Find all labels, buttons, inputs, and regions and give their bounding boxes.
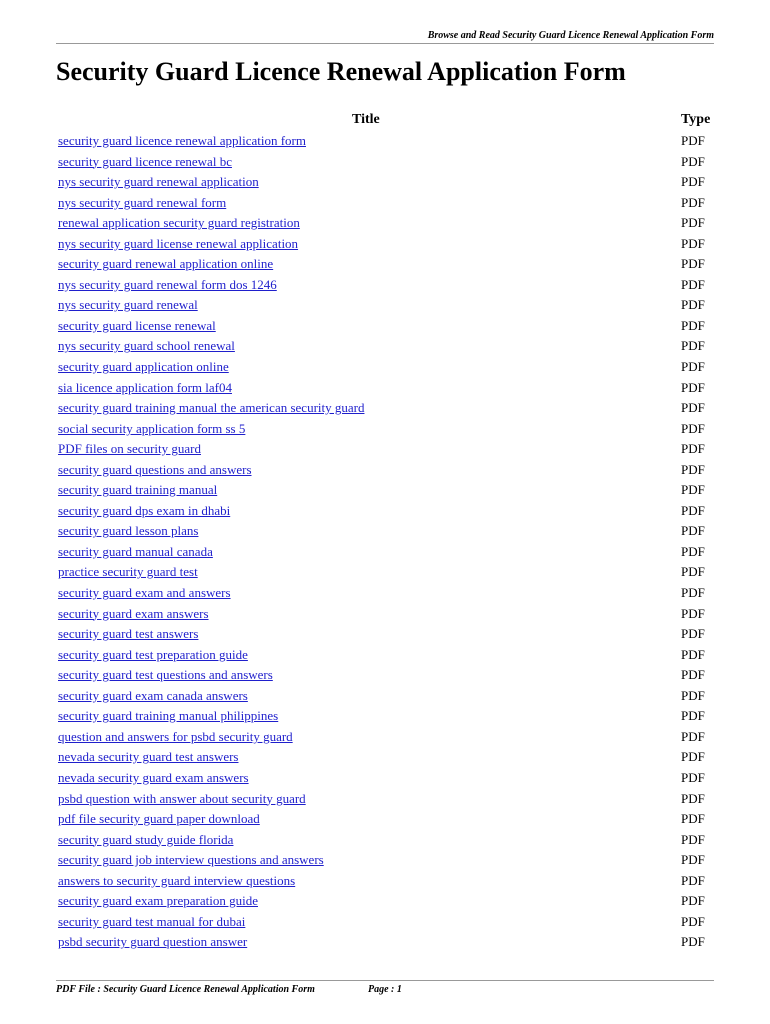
document-link[interactable]: nys security guard license renewal application bbox=[58, 235, 299, 251]
document-link[interactable]: nys security guard renewal bbox=[58, 297, 198, 313]
footer-file-label: PDF File : Security Guard Licence Renewal Application Form bbox=[56, 984, 315, 995]
document-link[interactable]: psbd security guard question answer bbox=[58, 934, 248, 950]
document-type: PDF bbox=[681, 913, 705, 929]
document-link[interactable]: security guard exam answers bbox=[58, 605, 209, 621]
document-type: PDF bbox=[681, 831, 705, 847]
document-link[interactable]: security guard licence renewal bc bbox=[58, 153, 232, 169]
list-item bbox=[58, 747, 714, 768]
list-item bbox=[58, 521, 714, 542]
document-type: PDF bbox=[681, 728, 705, 744]
document-type: PDF bbox=[681, 502, 705, 518]
document-link[interactable]: nys security guard renewal form bbox=[58, 194, 227, 210]
document-type: PDF bbox=[681, 769, 705, 785]
document-type: PDF bbox=[681, 133, 705, 148]
list-item bbox=[58, 480, 714, 501]
document-type: PDF bbox=[681, 605, 705, 621]
column-header-type: Type bbox=[681, 112, 711, 127]
document-link[interactable]: psbd question with answer about security guard bbox=[58, 790, 306, 806]
document-type: PDF bbox=[681, 420, 705, 436]
list-item bbox=[58, 912, 714, 933]
document-link[interactable]: nevada security guard test answers bbox=[58, 749, 239, 765]
list-item bbox=[58, 398, 714, 419]
document-type: PDF bbox=[681, 194, 705, 210]
document-link[interactable]: PDF files on security guard bbox=[58, 441, 201, 457]
document-type: PDF bbox=[681, 585, 705, 601]
document-link[interactable]: nys security guard renewal application bbox=[58, 174, 259, 190]
list-item bbox=[58, 542, 714, 563]
document-type: PDF bbox=[681, 790, 705, 806]
document-link[interactable]: security guard test questions and answers bbox=[58, 667, 273, 683]
document-link[interactable]: answers to security guard interview questions bbox=[58, 872, 296, 888]
list-item bbox=[58, 830, 714, 851]
document-link[interactable]: security guard questions and answers bbox=[58, 461, 252, 477]
column-header-title: Title bbox=[352, 112, 380, 127]
document-link[interactable]: practice security guard test bbox=[58, 564, 198, 580]
list-item bbox=[58, 193, 714, 214]
document-type: PDF bbox=[681, 338, 705, 354]
list-item bbox=[58, 316, 714, 337]
document-link[interactable]: security guard test preparation guide bbox=[58, 646, 248, 662]
document-link[interactable]: security guard application online bbox=[58, 359, 229, 375]
list-item bbox=[58, 357, 714, 378]
document-link[interactable]: sia licence application form laf04 bbox=[58, 379, 232, 395]
document-link[interactable]: security guard test manual for dubai bbox=[58, 913, 246, 929]
document-link[interactable]: pdf file security guard paper download bbox=[58, 811, 260, 827]
document-link[interactable]: security guard training manual philippines bbox=[58, 708, 279, 724]
document-type: PDF bbox=[681, 441, 705, 457]
list-item bbox=[58, 213, 714, 234]
document-type: PDF bbox=[681, 379, 705, 395]
list-item bbox=[58, 686, 714, 707]
list-item bbox=[58, 234, 714, 255]
list-item bbox=[58, 172, 714, 193]
document-type: PDF bbox=[681, 543, 705, 559]
document-link[interactable]: security guard renewal application online bbox=[58, 256, 274, 272]
document-type: PDF bbox=[681, 852, 705, 868]
list-item bbox=[58, 645, 714, 666]
list-item bbox=[58, 152, 714, 173]
document-link[interactable]: security guard exam canada answers bbox=[58, 687, 248, 703]
document-link[interactable]: security guard dps exam in dhabi bbox=[58, 502, 231, 518]
document-list bbox=[58, 131, 714, 953]
document-type: PDF bbox=[681, 461, 705, 477]
list-item bbox=[58, 336, 714, 357]
list-item bbox=[58, 871, 714, 892]
list-item bbox=[58, 419, 714, 440]
document-type: PDF bbox=[681, 482, 705, 498]
document-type: PDF bbox=[681, 934, 705, 950]
document-type: PDF bbox=[681, 667, 705, 683]
document-type: PDF bbox=[681, 646, 705, 662]
document-link[interactable]: social security application form ss 5 bbox=[58, 420, 246, 436]
list-item bbox=[58, 562, 714, 583]
document-type: PDF bbox=[681, 400, 705, 416]
list-item bbox=[58, 604, 714, 625]
document-type: PDF bbox=[681, 893, 705, 909]
document-type: PDF bbox=[681, 297, 705, 313]
footer-divider bbox=[56, 980, 714, 981]
document-type: PDF bbox=[681, 564, 705, 580]
footer-page-number: Page : 1 bbox=[368, 984, 402, 995]
document-link[interactable]: security guard exam preparation guide bbox=[58, 893, 258, 909]
document-type: PDF bbox=[681, 235, 705, 251]
document-type: PDF bbox=[681, 174, 705, 190]
list-item bbox=[58, 768, 714, 789]
document-type: PDF bbox=[681, 153, 705, 169]
list-item bbox=[58, 624, 714, 645]
document-type: PDF bbox=[681, 626, 705, 642]
list-item bbox=[58, 932, 714, 953]
document-type: PDF bbox=[681, 811, 705, 827]
list-item bbox=[58, 501, 714, 522]
document-type: PDF bbox=[681, 359, 705, 375]
document-link[interactable]: renewal application security guard registration bbox=[58, 215, 300, 231]
page-title: Security Guard Licence Renewal Application Form bbox=[56, 57, 626, 86]
document-link[interactable]: security guard training manual the american security guard bbox=[58, 400, 365, 416]
list-item bbox=[58, 809, 714, 830]
header-divider bbox=[56, 43, 714, 44]
document-link[interactable]: security guard exam and answers bbox=[58, 585, 231, 601]
document-type: PDF bbox=[681, 749, 705, 765]
document-type: PDF bbox=[681, 276, 705, 292]
list-item bbox=[58, 439, 714, 460]
list-item bbox=[58, 254, 714, 275]
document-type: PDF bbox=[681, 215, 705, 231]
list-item bbox=[58, 706, 714, 727]
list-item bbox=[58, 891, 714, 912]
list-item bbox=[58, 727, 714, 748]
document-type: PDF bbox=[681, 708, 705, 724]
list-item bbox=[58, 295, 714, 316]
list-item bbox=[58, 378, 714, 399]
document-link[interactable]: security guard licence renewal application form bbox=[58, 133, 306, 148]
document-type: PDF bbox=[681, 687, 705, 703]
document-link[interactable]: security guard manual canada bbox=[58, 543, 213, 559]
document-link[interactable]: nys security guard school renewal bbox=[58, 338, 235, 354]
document-link[interactable]: security guard license renewal bbox=[58, 317, 216, 333]
list-item bbox=[58, 583, 714, 604]
document-link[interactable]: security guard test answers bbox=[58, 626, 199, 642]
document-type: PDF bbox=[681, 317, 705, 333]
document-link[interactable]: nys security guard renewal form dos 1246 bbox=[58, 276, 277, 292]
list-item bbox=[58, 131, 714, 152]
list-item bbox=[58, 850, 714, 871]
document-type: PDF bbox=[681, 872, 705, 888]
document-link[interactable]: security guard lesson plans bbox=[58, 523, 199, 539]
list-item bbox=[58, 789, 714, 810]
document-link[interactable]: question and answers for psbd security guard bbox=[58, 728, 293, 744]
running-header: Browse and Read Security Guard Licence Renewal Application Form bbox=[427, 30, 714, 41]
document-link[interactable]: nevada security guard exam answers bbox=[58, 769, 249, 785]
document-link[interactable]: security guard study guide florida bbox=[58, 831, 234, 847]
list-item bbox=[58, 275, 714, 296]
document-type: PDF bbox=[681, 256, 705, 272]
document-link[interactable]: security guard job interview questions and answers bbox=[58, 852, 324, 868]
document-type: PDF bbox=[681, 523, 705, 539]
list-item bbox=[58, 665, 714, 686]
document-link[interactable]: security guard training manual bbox=[58, 482, 218, 498]
list-item bbox=[58, 460, 714, 481]
